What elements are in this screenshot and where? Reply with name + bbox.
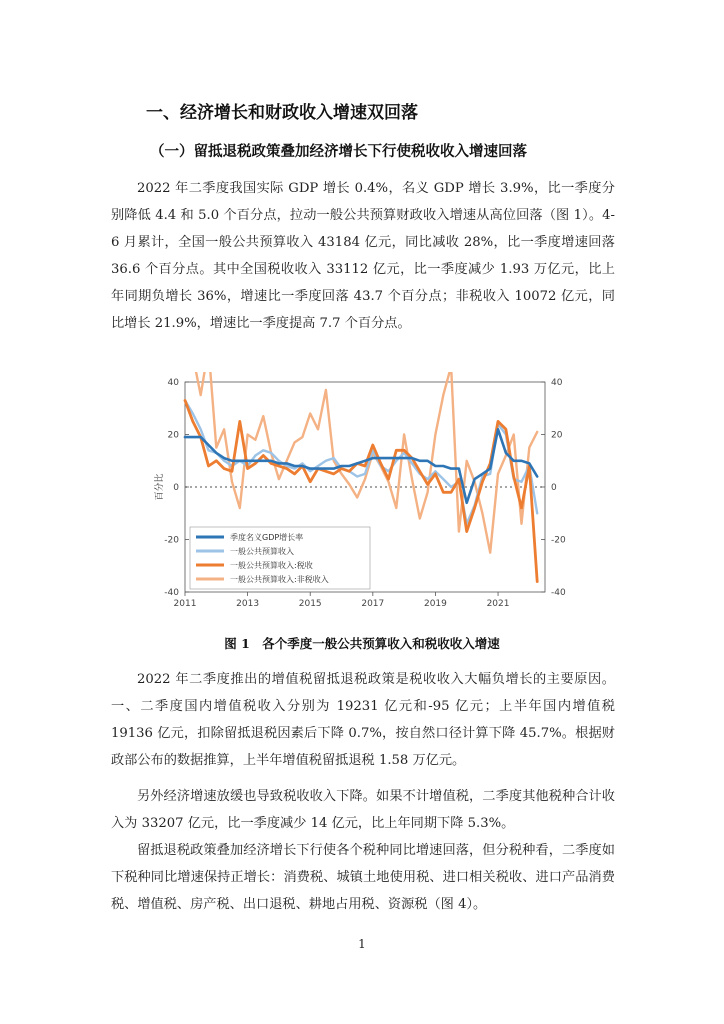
y-axis-label: 百分比: [155, 473, 165, 501]
y-tick-label-right: 40: [551, 378, 563, 388]
x-tick-label: 2019: [423, 599, 447, 609]
page-number: 1: [358, 937, 366, 951]
x-tick-label: 2021: [486, 599, 510, 609]
y-tick-label-left: 20: [167, 430, 179, 441]
line-chart: [150, 372, 590, 610]
subsection-heading: （一）留抵退税政策叠加经济增长下行使税收收入增速回落: [150, 143, 527, 160]
x-tick-label: 2011: [173, 599, 197, 609]
figure-1-chart: [150, 372, 590, 610]
y-tick-label-right: 0: [551, 483, 557, 493]
legend-label-3: 一般公共预算收入:税收: [230, 561, 313, 570]
y-tick-label-right: 20: [551, 430, 563, 441]
x-tick-label: 2013: [236, 599, 260, 609]
legend-label-4: 一般公共预算收入:非税收入: [230, 575, 329, 584]
paragraph-2: 2022 年二季度推出的增值税留抵退税政策是税收收入大幅负增长的主要原因。一、二季度国内增值税收入分别为 19231 亿元和-95 亿元；上半年国内增值税 19136 亿元，扣除留抵退税因素后下降 0.7%，按自然口径计算下降 45.7%。根据财政部公布的数据推算，上半年增值税留抵退税 1.58 万亿元。: [111, 672, 615, 768]
x-tick-label: 2015: [298, 599, 322, 609]
legend-label-2: 一般公共预算收入: [230, 547, 294, 556]
y-tick-label-right: -20: [551, 535, 566, 546]
figure-caption: 图 1 各个季度一般公共预算收入和税收收入增速: [224, 636, 500, 651]
paragraph-3: 另外经济增速放缓也导致税收收入下降。如果不计增值税，二季度其他税种合计收入为 33207 亿元，比一季度减少 14 亿元，比上年同期下降 5.3%。: [111, 789, 615, 831]
y-tick-label-left: -20: [164, 535, 179, 546]
y-tick-label-right: -40: [551, 588, 566, 598]
y-tick-label-left: 40: [167, 378, 179, 388]
legend-label-1: 季度名义GDP增长率: [230, 533, 304, 542]
paragraph-1: 2022 年二季度我国实际 GDP 增长 0.4%，名义 GDP 增长 3.9%，比一季度分别降低 4.4 和 5.0 个百分点，拉动一般公共预算财政收入增速从高位回落（图 1）。4-6 月累计，全国一般公共预算收入 43184 亿元，同比减收 28%，比一季度增速回落 36.6 个百分点。其中全国税收收入 33112 亿元，比一季度减少 1.93 万亿元，比上年同期负增长 36%，增速比一季度回落 43.7 个百分点；非税收入 10072 亿元，同比增长 21.9%，增速比一季度提高 7.7 个百分点。: [111, 181, 615, 331]
section-heading: 一、经济增长和财政收入增速双回落: [146, 103, 418, 123]
paragraph-4: 留抵退税政策叠加经济增长下行使各个税种同比增速回落，但分税种看，二季度如下税种同比增速保持正增长：消费税、城镇土地使用税、进口相关税收、进口产品消费税、增值税、房产税、出口退税、耕地占用税、资源税（图 4）。: [111, 843, 615, 912]
y-tick-label-left: 0: [173, 483, 179, 493]
y-tick-label-left: -40: [164, 588, 179, 598]
x-tick-label: 2017: [361, 599, 385, 609]
